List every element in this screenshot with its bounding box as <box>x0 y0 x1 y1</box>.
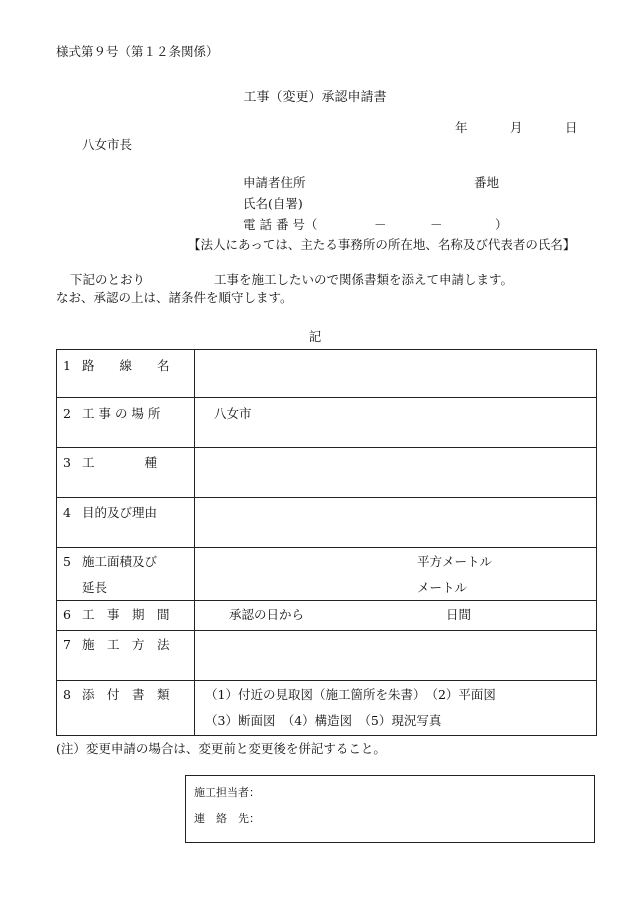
contact-person-label: 施工担当者： <box>194 786 260 799</box>
phone-close: ） <box>495 217 508 232</box>
applicant-name-label: 氏名(自署) <box>243 196 303 211</box>
row-label-area: 施工面積及び <box>82 554 158 569</box>
length-unit: メートル <box>417 580 468 595</box>
row-label-period: 工 事 期 間 <box>82 607 170 622</box>
row-label-length: 延長 <box>82 580 108 595</box>
period-from: 承認の日から <box>229 607 305 622</box>
form-title: 工事（変更）承認申請書 <box>243 90 387 105</box>
contact-info-label: 連 絡 先： <box>194 812 260 825</box>
table-row-period <box>57 601 596 631</box>
body-line1-b: 工事を施工したいので関係書類を添えて申請します。 <box>214 272 514 287</box>
application-table <box>56 349 597 736</box>
date-month-label: 月 <box>510 120 523 135</box>
corporate-note: 【法人にあっては、主たる事務所の所在地、名称及び代表者の氏名】 <box>188 237 576 252</box>
row-label-attachments: 添 付 書 類 <box>82 687 170 702</box>
addressee: 八女市長 <box>82 137 133 152</box>
location-value: 八女市 <box>214 406 252 421</box>
phone-dash-1: － <box>374 217 387 232</box>
date-day-label: 日 <box>565 120 578 135</box>
area-unit: 平方メートル <box>417 554 493 569</box>
row-label-method: 施 工 方 法 <box>82 637 170 652</box>
row-number: 2 <box>63 406 71 421</box>
ki-heading: 記 <box>308 329 322 344</box>
attachments-line1: （1）付近の見取図（施工箇所を朱書） （2）平面図 <box>205 687 496 702</box>
address-suffix: 番地 <box>474 175 500 190</box>
row-number: 4 <box>63 505 71 520</box>
attachments-line2: （3）断面図 （4）構造図 （5）現況写真 <box>205 713 442 728</box>
row-number: 6 <box>63 607 71 622</box>
applicant-address-label: 申請者住所 <box>243 175 306 190</box>
applicant-phone-label: 電 話 番 号（ <box>243 217 318 232</box>
row-label-type: 工 種 <box>82 455 158 470</box>
table-row-method <box>57 631 596 681</box>
row-number: 3 <box>63 455 71 470</box>
form-number: 様式第９号（第１２条関係） <box>56 44 219 59</box>
row-number: 7 <box>63 637 71 652</box>
period-days: 日間 <box>446 607 472 622</box>
table-row-location <box>57 398 596 448</box>
body-line1-a: 下記のとおり <box>70 272 146 287</box>
contact-box <box>185 775 595 843</box>
table-row-area <box>57 548 596 601</box>
phone-dash-2: － <box>430 217 443 232</box>
table-row-attachments <box>57 681 596 735</box>
table-row-type <box>57 448 596 498</box>
row-label-route: 路 線 名 <box>82 358 170 373</box>
row-number: 1 <box>63 358 71 373</box>
body-line2: なお、承認の上は、諸条件を順守します。 <box>56 290 293 305</box>
date-year-label: 年 <box>455 120 468 135</box>
table-row-route <box>57 350 596 398</box>
row-label-location: 工 事 の 場 所 <box>82 406 161 421</box>
table-row-purpose <box>57 498 596 548</box>
footnote: (注）変更申請の場合は、変更前と変更後を併記すること。 <box>56 741 386 756</box>
row-number: 5 <box>63 554 71 569</box>
row-number: 8 <box>63 687 71 702</box>
row-label-purpose: 目的及び理由 <box>82 505 158 520</box>
